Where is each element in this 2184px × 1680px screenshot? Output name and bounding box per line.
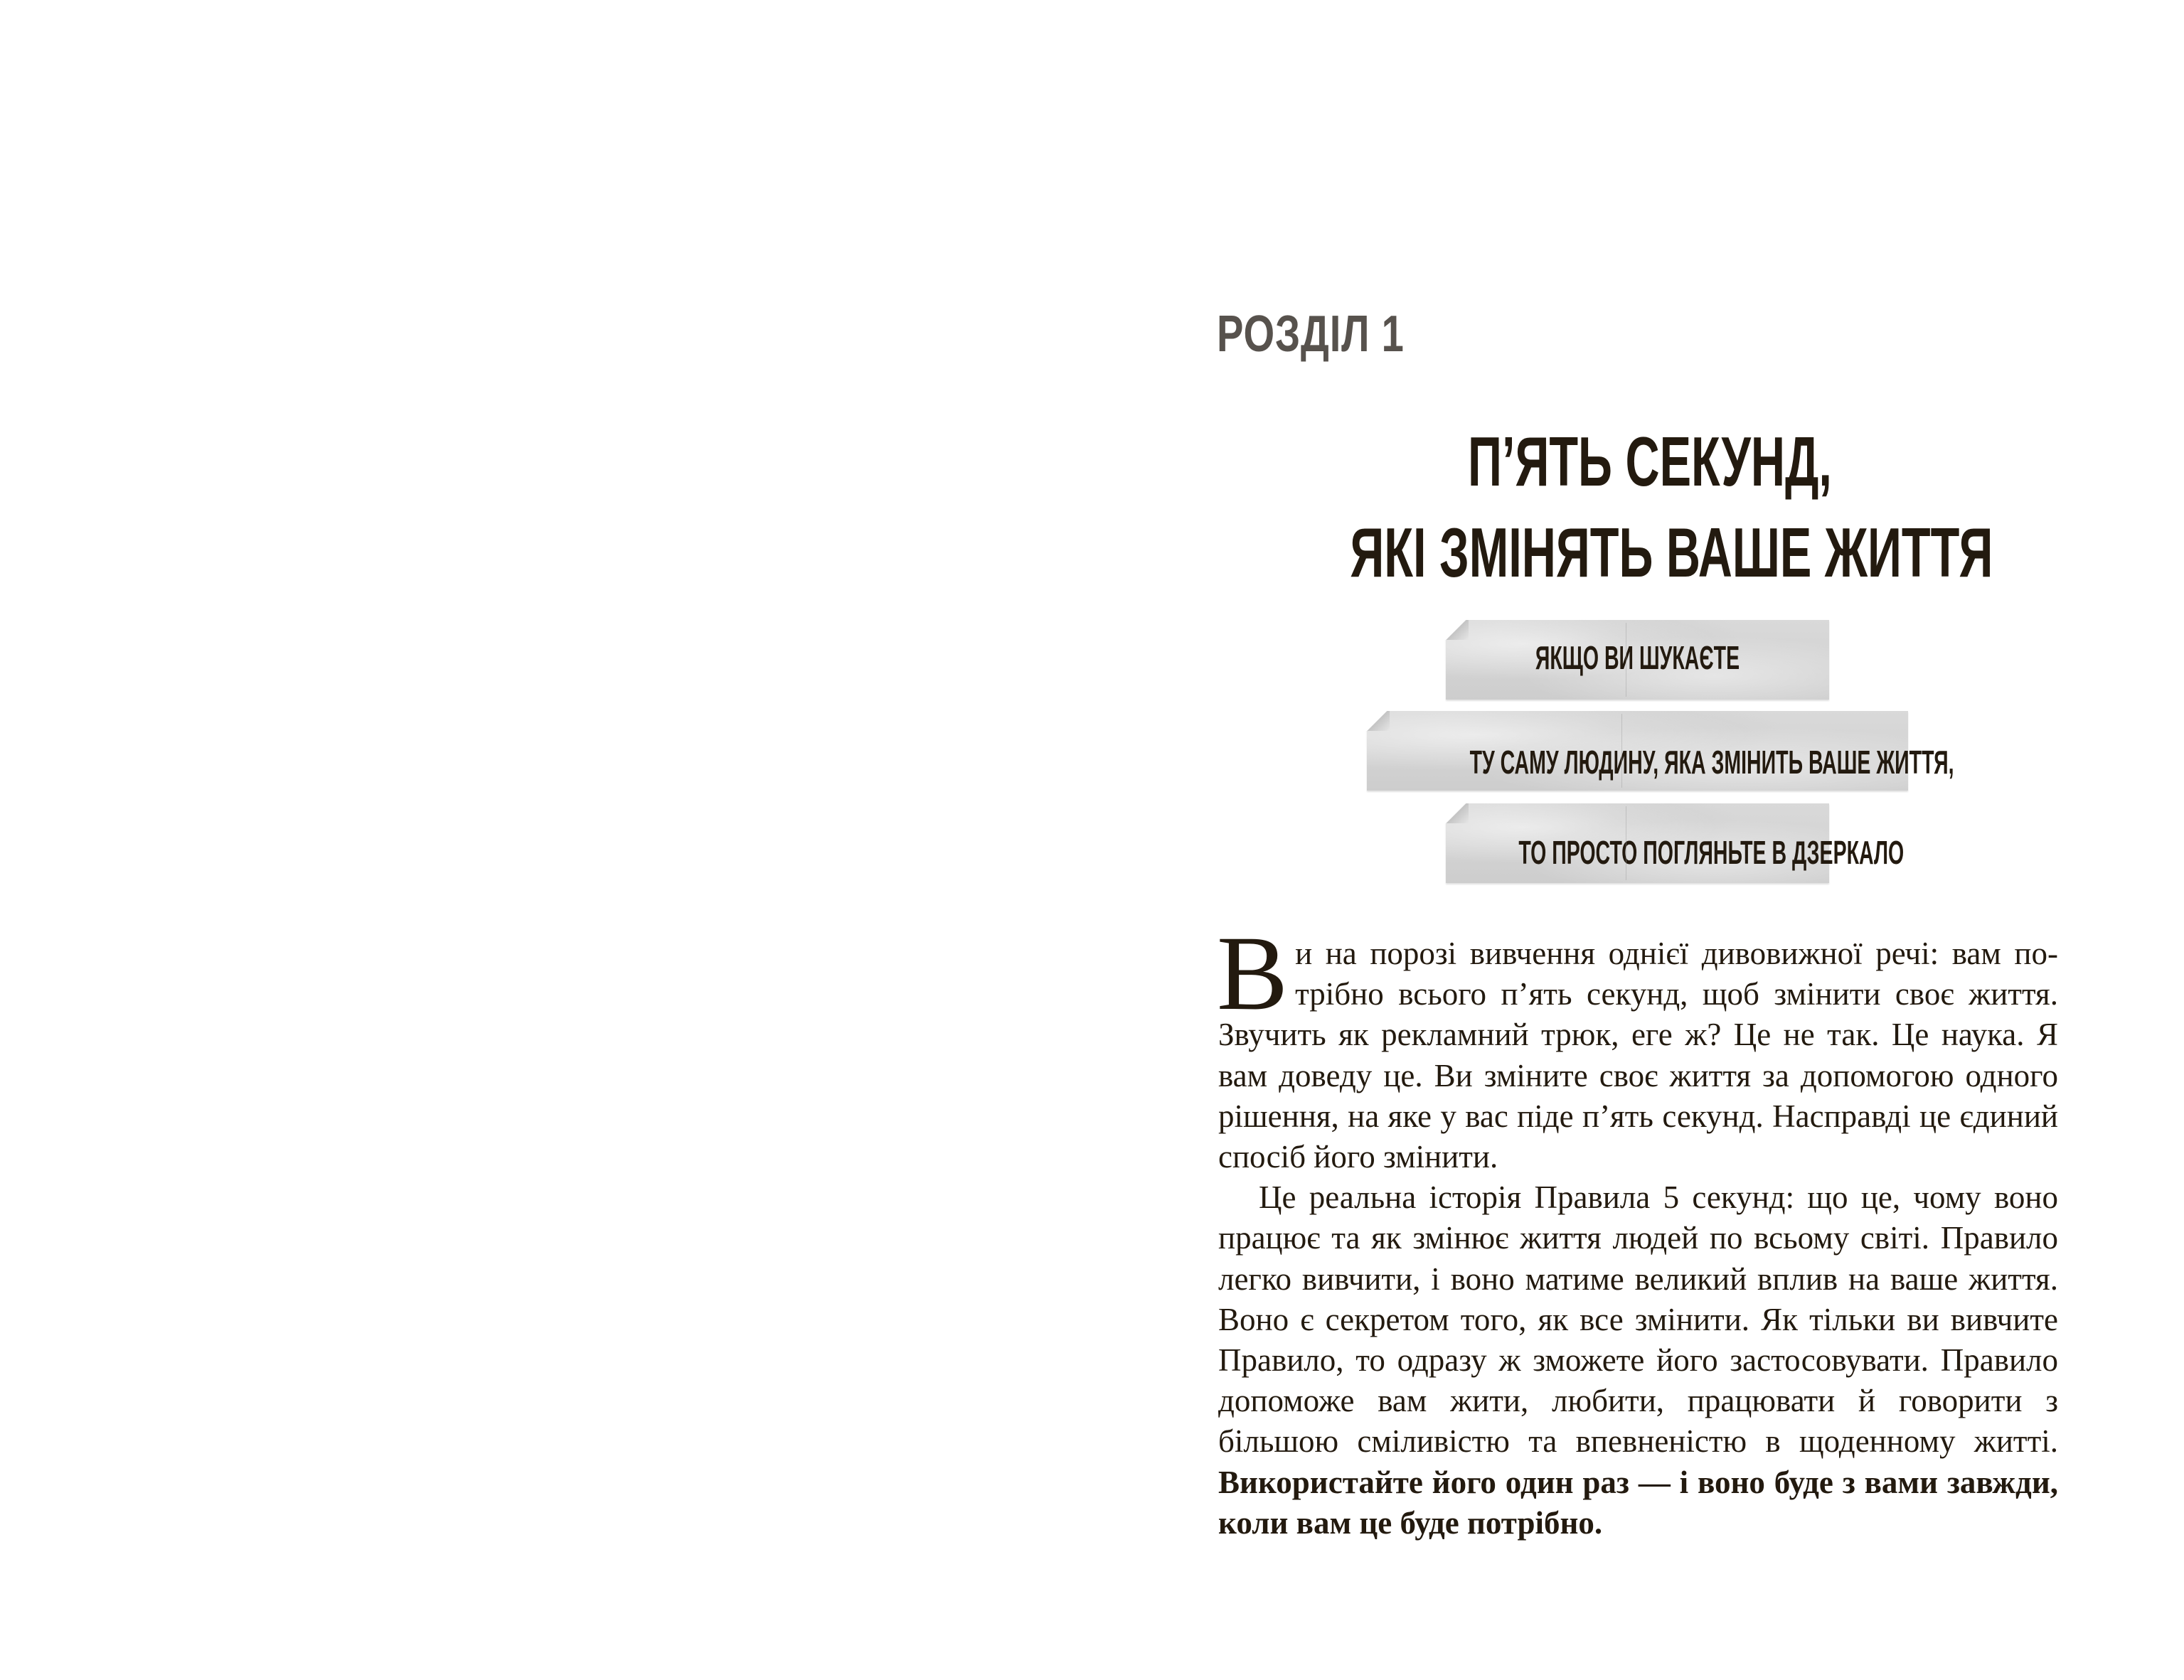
paragraph-2-bold-text: Використайте його один раз — і воно буде з вами завжди, коли вам це буде потрібно. — [1218, 1464, 2058, 1541]
paragraph-2-text: Це реальна історія Правила 5 секунд: що це, чому воно працює та як змінює життя людей по всьому світі. Правило легко вивчити, і воно матиме великий вплив на ваше життя. Воно є секретом того, як все змінити. Як тільки ви вивчите Правило, то одразу ж зможете його застосовувати. Правило допоможе вам жити, любити, працювати й говорити з більшою сміливістю та впевненістю в щоденному житті. — [1218, 1179, 2058, 1460]
chapter-title — [1209, 416, 2091, 598]
chapter-title-line-2: ЯКІ ЗМІНЯТЬ ВАШЕ ЖИТТЯ — [1350, 513, 1993, 592]
epigraph-paper-strip — [1367, 711, 1954, 791]
chapter-title-line-1: П’ЯТЬ СЕКУНД, — [1468, 422, 1832, 501]
epigraph-paper-strip — [1446, 620, 1829, 700]
drop-cap: В — [1217, 914, 1289, 1032]
body-text — [1217, 914, 2058, 1543]
paragraph-1-text: и на порозі вивчення однієї дивовижної речі: вам потрібно всього п’ять секунд, щоб змінити своє життя. Звучить як рекламний трюк, еге ж? Це не так. Це наука. Я вам доведу це. Ви зміните своє життя за допомогою одного рішення, на яке у вас піде п’ять секунд. Насправді це єдиний спосіб його змінити. — [1218, 936, 2058, 1175]
epigraph-line-2: ТУ САМУ ЛЮДИНУ, ЯКА ЗМІНИТЬ ВАШЕ ЖИТТЯ, — [1469, 744, 1954, 781]
chapter-label: РОЗДІЛ 1 — [1217, 306, 1405, 363]
epigraph-paper-strip — [1446, 803, 1905, 883]
epigraph-line-1: ЯКЩО ВИ ШУКАЄТЕ — [1535, 639, 1740, 676]
paragraph-1 — [1217, 914, 2058, 1177]
paragraph-2 — [1218, 1177, 2058, 1543]
epigraph-line-3: ТО ПРОСТО ПОГЛЯНЬТЕ В ДЗЕРКАЛО — [1518, 834, 1905, 871]
